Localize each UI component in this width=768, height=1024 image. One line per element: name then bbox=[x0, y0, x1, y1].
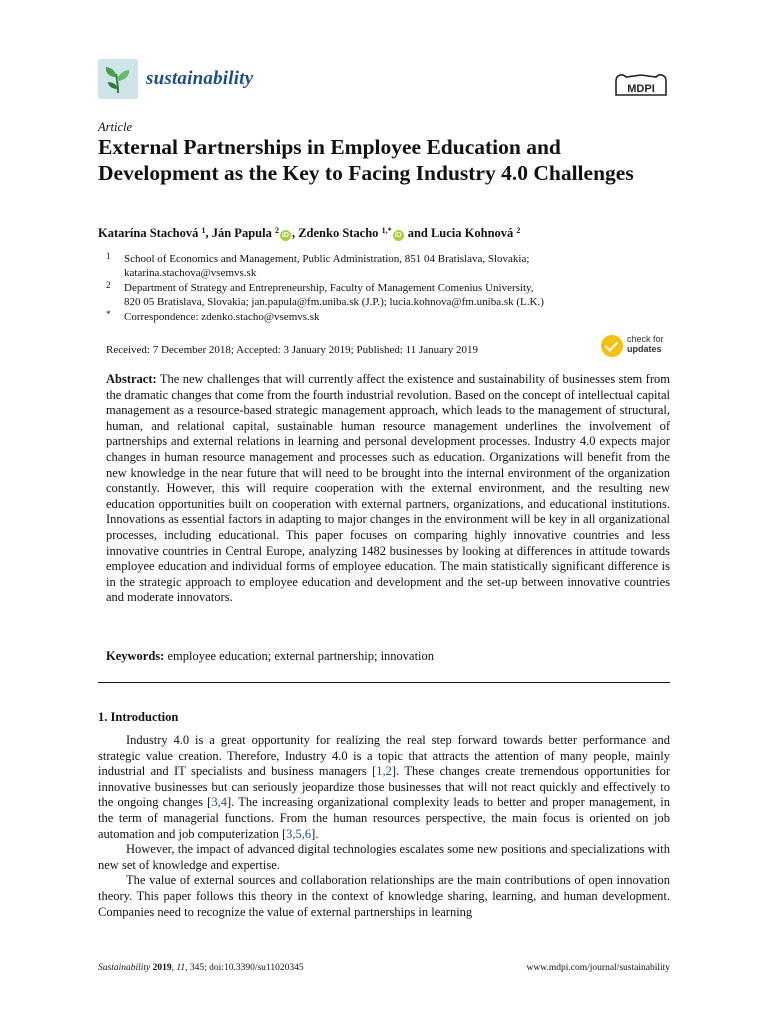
svg-text:MDPI: MDPI bbox=[627, 83, 655, 95]
journal-logo bbox=[98, 59, 138, 99]
section-divider bbox=[98, 682, 670, 683]
abstract bbox=[106, 372, 670, 606]
affiliation-mark: * bbox=[106, 309, 111, 319]
section-heading: 1. Introduction bbox=[98, 710, 179, 724]
keywords-text: employee education; external partnership; innovation bbox=[167, 649, 435, 663]
author-name: Zdenko Stacho bbox=[298, 226, 382, 240]
check-for-updates-badge[interactable]: check for updates bbox=[601, 333, 673, 361]
paper-title: External Partnerships in Employee Education and Development as the Key to Facing Industry 4.0 Challenges bbox=[98, 135, 634, 185]
abstract-text: The new challenges that will currently affect the existence and sustainability of businesses stem from the dramatic changes that come from the fourth industrial revolution. Based on the concept of intellectual capital management as a resource-based strategic management approach, which leads to the management of structural, human, and relational capital, sustainable human resource management underlines the involvement of partnerships and external relations in learning and personal development processes. Industry 4.0 expects major changes in human resource management and processes such as education. Organizations will benefit from the new knowledge in the near future that will need to be brought into the internal environment of the organization constantly. However, this will require cooperation with the external environment, and the resulting new education opportunities built on cooperation with external partners, organizations, and educational institutions. Innovations as essential factors in adapting to major changes in the environment will be key in all organizational processes, including educational. This paper focuses on comparing highly innovative countries and less innovative countries in Central Europe, analyzing 1482 businesses by looking at differences in attitude towards employee education and individual forms of employee education. The main statistically significant difference is in the strategic approach to employee education and development and the set-up between innovative countries and moderate innovators. bbox=[106, 372, 670, 605]
author-name: Ján Papula bbox=[211, 226, 275, 240]
affiliation-text: Correspondence: zdenko.stacho@vsemvs.sk bbox=[124, 311, 320, 323]
author-affiliation-mark: 1 bbox=[201, 226, 206, 235]
author-list: Katarína Stachová $^1$, Ján Papula $^2$iD , Zdenko Stacho $^{1,*}$iD and Lucia Kohnová $^2$ bbox=[98, 226, 521, 240]
orcid-icon[interactable]: iD bbox=[394, 232, 402, 239]
author-name: Katarína Stachová bbox=[98, 226, 202, 240]
keywords-label: Keywords: bbox=[106, 649, 165, 663]
affiliation-text: School of Economics and Management, Public Administration, 851 04 Bratislava, Slovakia; katarina.stachova@vsemvs.sk bbox=[124, 253, 530, 279]
mdpi-logo bbox=[612, 71, 670, 99]
affiliation-text: Department of Strategy and Entrepreneurship, Faculty of Management Comenius University, 820 05 Bratislava, Slovakia; jan.papula@fm.uniba.sk (J.P.); lucia.kohnova@fm.uniba.sk (L.K.) bbox=[124, 282, 544, 308]
affiliation-mark: 2 bbox=[106, 280, 111, 290]
affiliation-mark: 1 bbox=[106, 251, 111, 261]
check-icon bbox=[601, 335, 623, 357]
intro-body bbox=[98, 733, 670, 920]
article-type: Article bbox=[98, 120, 133, 134]
intro-paragraph-2: However, the impact of advanced digital technologies escalates some new positions and specializations with new set of knowledge and expertise. bbox=[98, 842, 670, 872]
author-affiliation-mark: 2 bbox=[274, 226, 279, 235]
abstract-label: Abstract: bbox=[106, 372, 157, 386]
author-affiliation-mark: 1,* bbox=[381, 226, 392, 235]
intro-paragraph-3: The value of external sources and collaboration relationships are the main contributions of open innovation theory. This paper follows this theory in the context of knowledge sharing, learning, and human development. Companies need to recognize the value of external partnerships in learning bbox=[98, 873, 670, 919]
citation-link[interactable]: 3,5,6 bbox=[286, 826, 312, 841]
author-name: Lucia Kohnová bbox=[430, 226, 517, 240]
author-affiliation-mark: 2 bbox=[516, 226, 521, 235]
citation-link[interactable]: 3,4 bbox=[211, 795, 227, 810]
keywords bbox=[106, 649, 670, 664]
publication-dates: Received: 7 December 2018; Accepted: 3 January 2019; Published: 11 January 2019 bbox=[106, 344, 478, 356]
orcid-icon[interactable]: iD bbox=[281, 232, 289, 239]
citation-link[interactable]: 1,2 bbox=[376, 764, 392, 779]
journal-name: sustainability bbox=[146, 68, 254, 89]
intro-paragraph-1: Industry 4.0 is a great opportunity for realizing the real step forward towards better performance and strategic value creation. Therefore, Industry 4.0 is a topic that attracts the attention of many people, mainly industrial and IT specialists and business managers [1,2]. These changes create tremendous opportunities for innovative businesses but can seriously jeopardize those businesses that will not react quickly and effectively to the ongoing changes [3,4]. The increasing organizational complexity leads to better and proper management, in the term of managerial functions. From the human resources perspective, the main focus is oriented on job automation and job computerization [3,5,6]. bbox=[98, 733, 671, 841]
leaf-sprout-icon bbox=[98, 59, 138, 99]
citation-footer: Sustainability 2019, 11, 345; doi:10.3390/su11020345 bbox=[98, 963, 304, 973]
journal-url[interactable]: www.mdpi.com/journal/sustainability bbox=[526, 963, 670, 973]
